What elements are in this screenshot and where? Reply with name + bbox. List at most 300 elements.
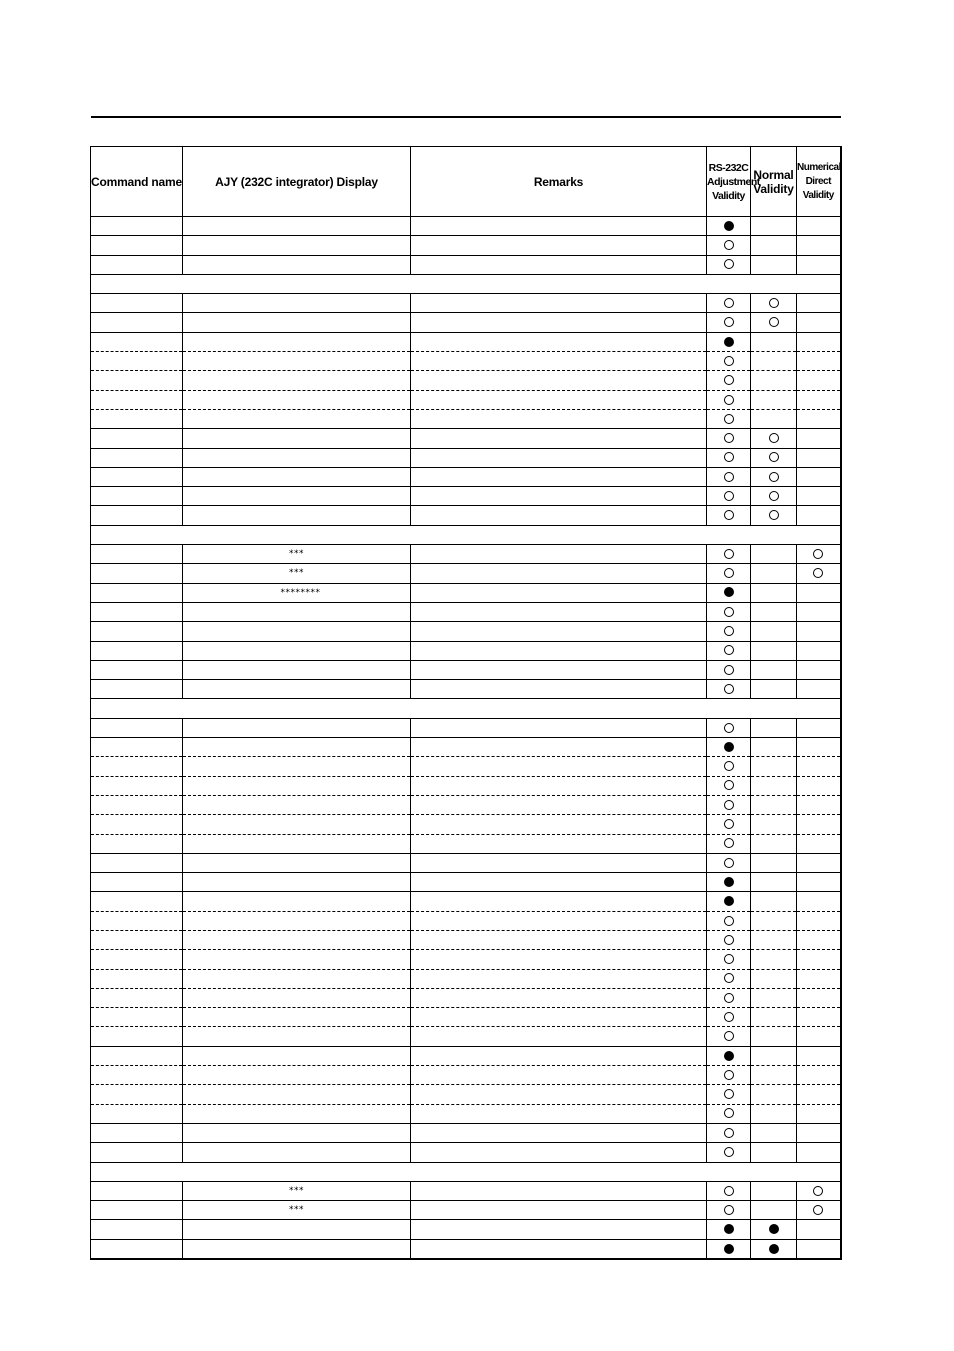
filled-circle-icon (769, 1244, 779, 1254)
open-circle-icon (724, 800, 734, 810)
cell-normal (751, 217, 797, 236)
cell-display (183, 1027, 411, 1046)
header-numerical-validity (797, 147, 841, 217)
cell-normal (751, 988, 797, 1007)
table-row (91, 911, 841, 930)
cell-numerical (797, 1085, 841, 1104)
cell-display (183, 892, 411, 911)
open-circle-icon (724, 433, 734, 443)
cell-rs232c (707, 1104, 751, 1123)
cell-normal (751, 448, 797, 467)
cell-numerical (797, 1066, 841, 1085)
cell-command-name (91, 352, 183, 371)
table-row (91, 660, 841, 679)
cell-display (183, 1046, 411, 1065)
table-row (91, 1143, 841, 1162)
table-row (91, 409, 841, 428)
cell-normal (751, 911, 797, 930)
filled-circle-icon (724, 587, 734, 597)
open-circle-icon (724, 1089, 734, 1099)
table-row (91, 718, 841, 737)
open-circle-icon (724, 452, 734, 462)
cell-display (183, 1220, 411, 1239)
table-row (91, 892, 841, 911)
header-normal-line1: Normal (753, 167, 794, 182)
cell-rs232c (707, 217, 751, 236)
table-row (91, 873, 841, 892)
cell-rs232c (707, 1143, 751, 1162)
cell-command-name (91, 409, 183, 428)
open-circle-icon (769, 510, 779, 520)
cell-numerical (797, 815, 841, 834)
cell-normal (751, 795, 797, 814)
table-body (91, 217, 841, 1260)
open-circle-icon (769, 472, 779, 482)
cell-display (183, 969, 411, 988)
cell-display (183, 853, 411, 872)
cell-numerical (797, 757, 841, 776)
cell-remarks (411, 487, 707, 506)
cell-normal (751, 429, 797, 448)
cell-rs232c (707, 1220, 751, 1239)
filled-circle-icon (724, 1051, 734, 1061)
table-row (91, 583, 841, 602)
cell-remarks (411, 448, 707, 467)
cell-numerical (797, 371, 841, 390)
cell-rs232c (707, 409, 751, 428)
cell-normal (751, 506, 797, 525)
section-cell (91, 1162, 841, 1181)
cell-numerical (797, 1008, 841, 1027)
cell-command-name (91, 448, 183, 467)
table-row (91, 1239, 841, 1259)
cell-display (183, 757, 411, 776)
section-cell (91, 699, 841, 718)
table-row (91, 680, 841, 699)
open-circle-icon (724, 472, 734, 482)
command-table (90, 146, 842, 1260)
open-circle-icon (724, 1186, 734, 1196)
cell-numerical (797, 795, 841, 814)
cell-remarks (411, 1220, 707, 1239)
open-circle-icon (724, 317, 734, 327)
table-row (91, 1085, 841, 1104)
cell-display (183, 1143, 411, 1162)
cell-command-name (91, 680, 183, 699)
cell-remarks (411, 545, 707, 564)
cell-numerical (797, 236, 841, 255)
cell-rs232c (707, 467, 751, 486)
cell-numerical (797, 1104, 841, 1123)
cell-remarks (411, 429, 707, 448)
open-circle-icon (724, 993, 734, 1003)
cell-numerical (797, 1143, 841, 1162)
cell-display (183, 738, 411, 757)
cell-remarks (411, 583, 707, 602)
cell-command-name (91, 1066, 183, 1085)
cell-numerical (797, 217, 841, 236)
cell-command-name (91, 1104, 183, 1123)
cell-normal (751, 1027, 797, 1046)
cell-remarks (411, 1027, 707, 1046)
cell-display (183, 255, 411, 274)
cell-normal (751, 853, 797, 872)
table-row (91, 448, 841, 467)
cell-normal (751, 602, 797, 621)
cell-command-name (91, 1143, 183, 1162)
cell-command-name (91, 236, 183, 255)
cell-rs232c (707, 795, 751, 814)
cell-numerical (797, 545, 841, 564)
open-circle-icon (724, 1147, 734, 1157)
cell-numerical (797, 1046, 841, 1065)
cell-numerical (797, 409, 841, 428)
cell-normal (751, 371, 797, 390)
cell-rs232c (707, 1008, 751, 1027)
open-circle-icon (769, 298, 779, 308)
open-circle-icon (813, 1186, 823, 1196)
cell-command-name (91, 1201, 183, 1220)
cell-remarks (411, 622, 707, 641)
open-circle-icon (813, 549, 823, 559)
open-circle-icon (724, 858, 734, 868)
cell-display (183, 815, 411, 834)
open-circle-icon (724, 1108, 734, 1118)
open-circle-icon (813, 568, 823, 578)
table-row (91, 738, 841, 757)
cell-numerical (797, 506, 841, 525)
table-row (91, 757, 841, 776)
open-circle-icon (724, 491, 734, 501)
open-circle-icon (724, 259, 734, 269)
cell-rs232c (707, 622, 751, 641)
cell-display (183, 1123, 411, 1142)
cell-remarks (411, 776, 707, 795)
cell-rs232c (707, 506, 751, 525)
cell-remarks (411, 834, 707, 853)
cell-rs232c (707, 988, 751, 1007)
table-row (91, 371, 841, 390)
cell-remarks (411, 371, 707, 390)
cell-normal (751, 738, 797, 757)
cell-normal (751, 564, 797, 583)
cell-normal (751, 1085, 797, 1104)
cell-display (183, 448, 411, 467)
open-circle-icon (769, 433, 779, 443)
cell-numerical (797, 1181, 841, 1200)
cell-rs232c (707, 390, 751, 409)
cell-rs232c (707, 930, 751, 949)
table-row (91, 294, 841, 313)
cell-normal (751, 236, 797, 255)
header-rs232c-line1: RS-232C (708, 161, 749, 174)
cell-display (183, 1104, 411, 1123)
cell-command-name (91, 718, 183, 737)
open-circle-icon (724, 838, 734, 848)
cell-numerical (797, 930, 841, 949)
cell-display (183, 834, 411, 853)
cell-remarks (411, 873, 707, 892)
table-row (91, 236, 841, 255)
cell-display: *** (183, 1181, 411, 1200)
cell-remarks (411, 950, 707, 969)
table-row (91, 255, 841, 274)
table-row (91, 1181, 841, 1200)
header-display: AJY (232C integrator) Display (183, 147, 411, 217)
cell-display (183, 506, 411, 525)
cell-command-name (91, 1220, 183, 1239)
open-circle-icon (724, 973, 734, 983)
cell-command-name (91, 757, 183, 776)
cell-remarks (411, 1104, 707, 1123)
table-row (91, 1046, 841, 1065)
table-row (91, 930, 841, 949)
open-circle-icon (724, 298, 734, 308)
table-row (91, 217, 841, 236)
cell-remarks (411, 718, 707, 737)
open-circle-icon (724, 935, 734, 945)
open-circle-icon (769, 317, 779, 327)
cell-display (183, 313, 411, 332)
header-numerical-line2: Direct (805, 175, 831, 187)
cell-remarks (411, 660, 707, 679)
cell-rs232c (707, 873, 751, 892)
open-circle-icon (769, 452, 779, 462)
header-rs232c-line3: Validity (712, 189, 745, 202)
section-row (91, 1162, 841, 1181)
cell-normal (751, 718, 797, 737)
table-row (91, 1220, 841, 1239)
open-circle-icon (724, 414, 734, 424)
cell-numerical (797, 429, 841, 448)
cell-normal (751, 1220, 797, 1239)
cell-rs232c (707, 1181, 751, 1200)
cell-command-name (91, 1123, 183, 1142)
cell-numerical (797, 1239, 841, 1259)
table-row (91, 332, 841, 351)
cell-display (183, 641, 411, 660)
cell-display (183, 950, 411, 969)
cell-rs232c (707, 1123, 751, 1142)
cell-rs232c (707, 680, 751, 699)
header-rs232c-validity (707, 147, 760, 217)
cell-normal (751, 1201, 797, 1220)
cell-numerical (797, 776, 841, 795)
cell-remarks (411, 1143, 707, 1162)
section-row (91, 525, 841, 544)
cell-command-name (91, 564, 183, 583)
cell-numerical (797, 680, 841, 699)
cell-command-name (91, 815, 183, 834)
cell-display (183, 352, 411, 371)
open-circle-icon (724, 1012, 734, 1022)
cell-rs232c (707, 429, 751, 448)
open-circle-icon (724, 916, 734, 926)
cell-display (183, 332, 411, 351)
cell-remarks (411, 738, 707, 757)
cell-numerical (797, 718, 841, 737)
cell-display (183, 467, 411, 486)
cell-display (183, 911, 411, 930)
open-circle-icon (724, 568, 734, 578)
section-row (91, 274, 841, 293)
cell-remarks (411, 680, 707, 699)
cell-remarks (411, 892, 707, 911)
table-row (91, 950, 841, 969)
cell-rs232c (707, 1066, 751, 1085)
table-row (91, 487, 841, 506)
cell-numerical (797, 564, 841, 583)
cell-display (183, 795, 411, 814)
cell-command-name (91, 853, 183, 872)
cell-command-name (91, 1239, 183, 1259)
cell-rs232c (707, 332, 751, 351)
cell-numerical (797, 834, 841, 853)
cell-normal (751, 583, 797, 602)
cell-display (183, 1085, 411, 1104)
cell-display: *** (183, 1201, 411, 1220)
cell-rs232c (707, 1027, 751, 1046)
cell-numerical (797, 294, 841, 313)
cell-normal (751, 815, 797, 834)
open-circle-icon (724, 1205, 734, 1215)
cell-remarks (411, 255, 707, 274)
top-rule (91, 116, 841, 118)
cell-display (183, 660, 411, 679)
table-row (91, 352, 841, 371)
cell-display (183, 236, 411, 255)
cell-normal (751, 1143, 797, 1162)
cell-command-name (91, 795, 183, 814)
table-row (91, 1123, 841, 1142)
cell-rs232c (707, 660, 751, 679)
cell-command-name (91, 1085, 183, 1104)
cell-display (183, 1066, 411, 1085)
cell-remarks (411, 1066, 707, 1085)
cell-numerical (797, 448, 841, 467)
cell-display (183, 622, 411, 641)
table-row (91, 853, 841, 872)
cell-rs232c (707, 1085, 751, 1104)
cell-remarks (411, 1085, 707, 1104)
table-row (91, 622, 841, 641)
cell-remarks (411, 602, 707, 621)
table-row (91, 390, 841, 409)
cell-normal (751, 950, 797, 969)
cell-command-name (91, 1008, 183, 1027)
cell-rs232c (707, 834, 751, 853)
cell-normal (751, 352, 797, 371)
cell-remarks (411, 332, 707, 351)
table-row (91, 641, 841, 660)
cell-command-name (91, 738, 183, 757)
cell-rs232c (707, 236, 751, 255)
open-circle-icon (724, 665, 734, 675)
open-circle-icon (724, 1031, 734, 1041)
cell-display: *** (183, 545, 411, 564)
table-row (91, 1201, 841, 1220)
cell-command-name (91, 1027, 183, 1046)
cell-command-name (91, 834, 183, 853)
cell-remarks (411, 1046, 707, 1065)
cell-rs232c (707, 1239, 751, 1259)
table-row (91, 429, 841, 448)
cell-remarks (411, 930, 707, 949)
cell-remarks (411, 853, 707, 872)
cell-command-name (91, 313, 183, 332)
open-circle-icon (724, 607, 734, 617)
cell-normal (751, 1239, 797, 1259)
filled-circle-icon (724, 1244, 734, 1254)
cell-command-name (91, 930, 183, 949)
cell-numerical (797, 911, 841, 930)
open-circle-icon (724, 240, 734, 250)
cell-normal (751, 255, 797, 274)
cell-normal (751, 776, 797, 795)
cell-rs232c (707, 1201, 751, 1220)
cell-remarks (411, 409, 707, 428)
open-circle-icon (724, 356, 734, 366)
cell-command-name (91, 660, 183, 679)
table-row (91, 545, 841, 564)
open-circle-icon (724, 375, 734, 385)
header-normal-validity (751, 147, 797, 217)
cell-rs232c (707, 969, 751, 988)
cell-rs232c (707, 641, 751, 660)
cell-display (183, 776, 411, 795)
cell-display (183, 371, 411, 390)
cell-rs232c (707, 911, 751, 930)
cell-remarks (411, 352, 707, 371)
cell-remarks (411, 294, 707, 313)
cell-rs232c (707, 738, 751, 757)
open-circle-icon (724, 1128, 734, 1138)
cell-normal (751, 680, 797, 699)
cell-display (183, 217, 411, 236)
cell-command-name (91, 294, 183, 313)
section-row (91, 699, 841, 718)
cell-normal (751, 467, 797, 486)
table-row (91, 1008, 841, 1027)
cell-normal (751, 332, 797, 351)
cell-command-name (91, 467, 183, 486)
cell-remarks (411, 1008, 707, 1027)
cell-command-name (91, 390, 183, 409)
cell-display (183, 1239, 411, 1259)
table-row (91, 795, 841, 814)
cell-command-name (91, 641, 183, 660)
cell-rs232c (707, 487, 751, 506)
cell-rs232c (707, 757, 751, 776)
cell-numerical (797, 950, 841, 969)
header-rs232c-line2: Adjustment (707, 175, 760, 188)
open-circle-icon (813, 1205, 823, 1215)
cell-display (183, 873, 411, 892)
cell-normal (751, 1008, 797, 1027)
cell-numerical (797, 738, 841, 757)
filled-circle-icon (724, 742, 734, 752)
cell-numerical (797, 313, 841, 332)
filled-circle-icon (724, 221, 734, 231)
cell-numerical (797, 969, 841, 988)
cell-remarks (411, 757, 707, 776)
cell-display (183, 718, 411, 737)
cell-display (183, 409, 411, 428)
cell-numerical (797, 660, 841, 679)
filled-circle-icon (724, 877, 734, 887)
cell-numerical (797, 390, 841, 409)
cell-rs232c (707, 718, 751, 737)
